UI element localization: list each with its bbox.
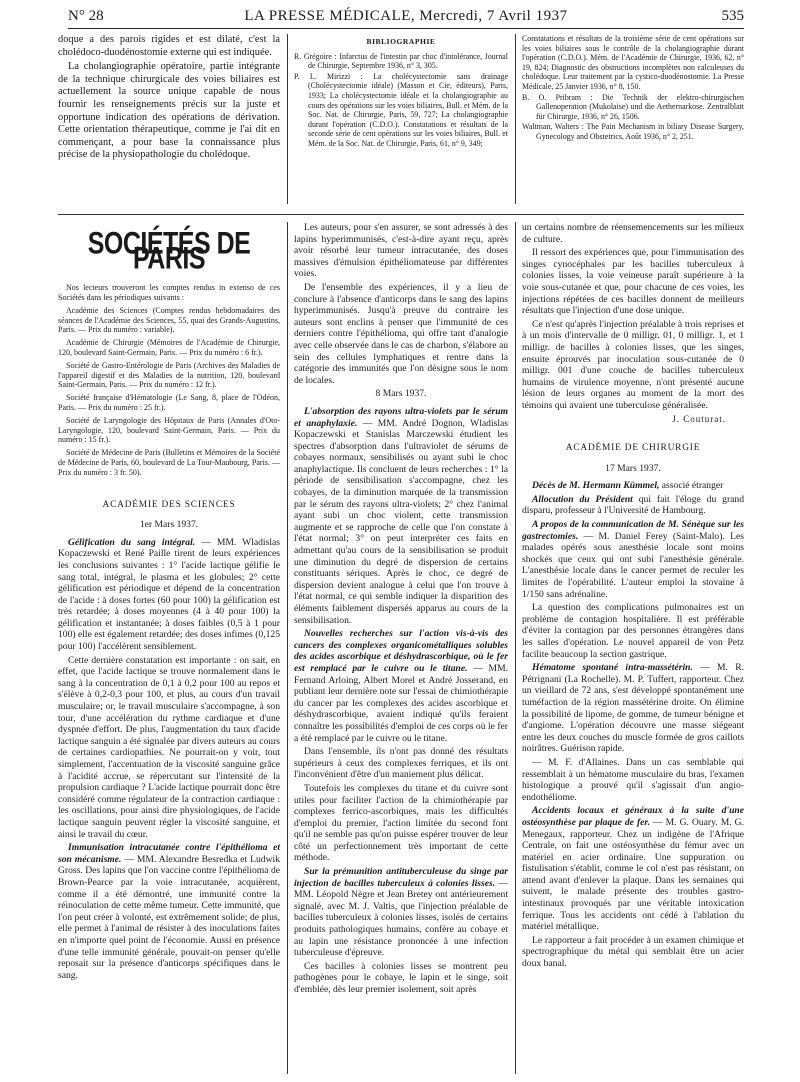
paragraph: — MM. Léopold Nègre et Jean Bretey ont antérieurement signalé, avec M. J. Valtis, que l'injection préalable de bacilles tuberculeux à colonies lisses, isolés de certains produits pathologiques humains, confère au cobaye et au lapin une résistance prononcée à une infection tuberculeuse d'épreuve. bbox=[294, 877, 508, 959]
page-header bbox=[68, 6, 744, 29]
body-column-3 bbox=[522, 222, 744, 972]
paragraph: Ce n'est qu'après l'injection préalable à trois reprises et à un mois d'intervalle de 0 milligr. 01, 0 milligr. 1, et 1 milligr. de bacilles à colonies lisses, que les singes, ensuite éprouvés par inoculation sous-cutanée de 0 milligr. 001 d'une couche de bacilles tuberculeux humains de virulence moyenne, n'ont présenté aucune lésion de leurs organes au moment de la mort des témoins qui avaient une tuberculose généralisée. bbox=[522, 318, 744, 411]
body-column-2 bbox=[294, 222, 508, 998]
top-column-2 bbox=[294, 34, 508, 150]
paragraph: — MM. André Dognon, Wladislas Kopaczewski et Stanislas Marczewski étudient les spectres d'absorption dans l'ultraviolet de sérums de cobayes normaux, sensibilisés ou ayant subi le choc anaphylactique. Ils concluent de leurs recherches : 1° la période de sensibilisation s'accompagne, chez les cobayes, de la diminution marquée de la transmission par le sérum des rayons ultra-violets; 2° chez l'animal ayant subi un choc violent, cette transmission augmente et se rapproche de celle que l'on constate à l'état normal; 3° on peut interpréter ces faits en admettant qu'au cours de la sensibilisation se produit une diminution du degré de dispersion de certains constituants sériques. Après le choc, ce degré de dispersion devient analogue à celui que l'on trouve à l'état normal, ce qui semble indiquer la disparition des éléments faiblement dispersés apparus au cours de la sensibilisation. bbox=[294, 417, 508, 626]
column-divider bbox=[287, 34, 288, 204]
paragraph: — MM. Fernand Arloing, Albert Morel et André Josserand, en publiant leur dernière note sur l'essai de chimiothérapie du cancer par les complexes des acides ascorbique et déshydrascorbique, avaient indiqué qu'ils feraient connaître les possibilités d'emploi de ces corps où le fer a été remplacé par le cuivre ou le titane. bbox=[294, 662, 509, 744]
bibliography-entry: Waltman, Walters : The Pain Mechanism in biliary Disease Surgery, Gynecology and Obstetrics, Août 1936, n° 2, 251. bbox=[522, 122, 744, 141]
paragraph: — M. G. Ouary. M. G. Menegaux, rapporteur. Chez un indigène de l'Afrique Centrale, on fait une ostéosynthèse du fémur avec un matériel en acier ordinaire. Une suppuration ou fistulisation s'établit, comme le col n'est pas résistant, on attend avant d'enlever la plaque. Dans les semaines qui suivent, le malade présente des troubles gastro-intestinaux provoqués par une véritable intoxication ferrique. Tous les accidents ont cédé à l'ablation du matériel métallique. bbox=[522, 816, 744, 933]
paragraph: — M. R. Pétrignani (La Rochelle). M. P. Tuffert, rapporteur. Chez un vieillard de 72 ans, s'est développé spontanément une tuméfaction de la région massétérine droite. On élimine la possibilité de lipome, de gomme, de tumeur bénigne et d'angiome. L'opération découvre une masse siégeant entre les deux couches du muscle formée de gros caillots noirâtres. Guérison rapide. bbox=[522, 662, 744, 755]
body-column-1 bbox=[58, 222, 280, 983]
column-divider bbox=[515, 34, 516, 204]
communication-title: Gélification du sang intégral. bbox=[68, 536, 196, 548]
column-divider bbox=[515, 222, 516, 1074]
notice-item: Société française d'Hématologie (Le Sang, 8, place de l'Odéon, Paris. — Prix du numéro : 25 fr.). bbox=[58, 393, 280, 412]
session-date: 1er Mars 1937. bbox=[139, 519, 199, 531]
paragraph: Il ressort des expériences que, pour l'immunisation des singes cynocéphales par les bacilles tuberculeux à colonies lisses, la voie veineuse paraît supérieure à la voie sous-cutanée et que, pour chacune de ces voies, les injections répétées de ces bacilles donnent de meilleurs résultats que l'injection d'une dose unique. bbox=[522, 247, 744, 317]
notice-item: Académie de Chirurgie (Mémoires de l'Académie de Chirurgie, 120, boulevard Saint-Germain, Paris. — Prix du numéro : 6 fr.). bbox=[58, 338, 280, 357]
paragraph: — M. Daniel Ferey (Saint-Malo). Les malades opérés sous anesthésie locale sont moins shockés que ceux qui ont subi l'anesthésie générale. L'anesthésie locale dans le cancer permet de reculer les limites de l'opérabilité. L'auteur emploi la stovaïne à 1/150 sans adrénaline. bbox=[522, 530, 744, 600]
paragraph: Toutefois les complexes du titane et du cuivre sont utiles pour faciliter l'action de la chimiothérapie par complexes ferrico-ascorbiques, mais les difficultés d'emploi du premier, l'action limitée du second font qu'il ne semble pas qu'on puisse espérer trouver de leur côté un perfectionnement très important de cette méthode. bbox=[294, 782, 508, 864]
column-divider bbox=[287, 222, 288, 1074]
paragraph: Les auteurs, pour s'en assurer, se sont adressés à des lapins hyperimmunisés, c'est-à-dire ayant reçu, après avoir résorbé leur tumeur intracutanée, des doses massives d'émulsion épithéliomateuse par différentes voies. bbox=[294, 222, 508, 280]
communication-title: Allocution du Président bbox=[532, 493, 633, 505]
notice-intro: Nos lecteurs trouveront les comptes rendus in extenso de ces Sociétés dans les périodiques suivants : bbox=[58, 283, 280, 302]
notice-item: Société de Gastro-Entérologie de Paris (Archives des Maladies de l'appareil digestif et des Maladies de la nutrition, 120, boulevard Saint-Germain, Paris. — Prix du numéro : 12 fr.). bbox=[58, 360, 280, 390]
communication-title: Hématome spontané intra-massétérin. bbox=[532, 662, 693, 674]
paragraph: — MM. Alexandre Besredka et Ludwik Gross. Des lapins que l'on vaccine contre l'épithélioma de Brown-Pearce par la voie intracutanée, acquièrent, comme il a été démontré, une immunité contre la réinoculation de cette même tumeur. Cette immunité, que l'on peut créer à volonté, est extrêmement solide; de plus, elle permet à l'animal de résister à des inoculations faites en n'importe quel point de l'économie. Aussi en présence d'une telle immunité générale, pouvait-on penser qu'elle reposait sur la présence d'anticorps spécifiques dans le sang. bbox=[58, 853, 280, 981]
paragraph: La question des complications pulmonaires est un problème de contagion hospitalière. Il est préférable d'éviter la contagion par des personnes étrangères dans les salles d'opération. Le nouvel appareil de von Petz facilite beaucoup la section gastrique. bbox=[522, 602, 744, 660]
paragraph: Dans l'ensemble, ils n'ont pas donné des résultats supérieurs à ceux des complexes ferriques, et ils ont l'inconvénient d'être d'un maniement plus délicat. bbox=[294, 746, 508, 781]
notice-item: Société de Médecine de Paris (Bulletins et Mémoires de la Société de Médecine de Paris, 60, boulevard de La Tour-Maubourg, Paris. — Prix du numéro : 3 fr. 50). bbox=[58, 448, 280, 477]
bibliography-heading: BIBLIOGRAPHIE bbox=[366, 37, 436, 46]
page-number: 535 bbox=[721, 8, 744, 24]
issue-number: N° 28 bbox=[68, 8, 104, 24]
section-title: SOCIÉTÉS DE PARIS bbox=[87, 225, 251, 276]
periodicals-notice bbox=[58, 283, 280, 477]
paragraph: De l'ensemble des expériences, il y a lieu de conclure à l'absence d'anticorps dans le sang des lapins hyperimmunisés. Jusqu'à preuve du contraire les auteurs sont enclins à penser que l'immunité de ces derniers contre l'épithélioma, qui offre tant d'analogie avec celle observée dans le cas de charbon, s'élabore au sein des cellules lymphatiques et rentre dans la catégorie des immunités que l'on désigne sous le nom de locales. bbox=[294, 281, 508, 386]
bibliography-entry: B. O. Pribram : Die Technik der elektro-chirurgischen Gallenoperation (Mukolaise) und die Aethernarkose. Zentralblatt für Chirurgie, 1936, n° 26, 1506. bbox=[522, 92, 744, 121]
paragraph: associé étranger bbox=[661, 480, 724, 492]
academy-sciences-heading: ACADÉMIE DES SCIENCES bbox=[102, 499, 236, 510]
paragraph: La cholangiographie opératoire, partie intégrante de la technique chirurgicale des voies biliaires est actuellement la source unique capable de nous fournir les renseignements précis sur la juste et opportune indication des opérations de dérivation. Cette orientation thérapeutique, comme je l'ai dit en commençant, a pour base la connaissance plus précise de la physiopathologie du cholédoque. bbox=[58, 61, 280, 161]
top-column-1 bbox=[58, 34, 280, 164]
academy-surgery-heading: ACADÉMIE DE CHIRURGIE bbox=[565, 443, 701, 454]
paragraph: Ces bacilles à colonies lisses se montrent peu pathogènes pour le cobaye, le lapin et le singe, soit d'emblée, dès leur premier isolement, soit après bbox=[294, 960, 508, 995]
bibliography-entry: Constatations et résultats de la troisième série de cent opérations sur les voies biliaires sous le contrôle de la cholangiographie durant l'opération (C.D.O.). Mém. de l'Académie de Chirurgie, 1936, 62, n° 19, 824; Diagnostic des obstructions incomplètes non calculeuses du cholédoque. Leur traitement par la cystico-duodénostomie. La Presse Médicale, 25 Janvier 1936, n° 8, 150. bbox=[522, 34, 744, 91]
communication-title: L'absorption des rayons ultra-violets par le sérum et anaphylaxie. bbox=[294, 405, 508, 429]
bibliography-entry: P. L. Mirizzi : La cholécystectomie sans drainage (Cholécystectomie idéale) (Masson et Cie, éditeurs), Paris, 1933; La cholécystectomie idéale et la cholangiographie au cours des opérations sur les voies biliaires, Bull. et Mém. de la Soc. Nat. de Chirurgie, Paris, 59, 727; La cholangiographie durant l'opération (C.D.O.). Constatations et résultats de la seconde série de cent opérations sur les voies biliaires, Bull. et Mém. de la Soc. Nat. de Chirurgie, Paris, 61, n° 9, 349; bbox=[294, 71, 508, 148]
paragraph: qui fait l'éloge du grand disparu, professeur à l'Université de Hambourg. bbox=[522, 493, 744, 517]
paragraph: — M. F. d'Allaines. Dans un cas semblable qui ressemblait à un hématome musculaire du bras, l'examen histologique a prouvé qu'il s'agissait d'un angio-endothéliome. bbox=[522, 756, 744, 803]
session-date: 8 Mars 1937. bbox=[375, 388, 427, 400]
session-date: 17 Mars 1937. bbox=[605, 462, 661, 474]
journal-title: LA PRESSE MÉDICALE, Mercredi, 7 Avril 1937 bbox=[244, 8, 568, 24]
paragraph: — MM. Wladislas Kopaczewski et René Paille tirent de leurs expériences les conclusions suivantes : 1° l'acide lactique gélifie le sang total, intégral, le plasma et les globules; 2° cette gélification est périodique et dépend de la concentration de l'acide : à doses fortes (60 pour 100) la gélification est très retardée; à doses moyennes (4 à 40 pour 100) la gélification et instantanée; à doses faibles (0,5 à 1 pour 100) elle est également retardée; des doses infimes (0,125 pour 100) l'accélèrent sensiblement. bbox=[58, 536, 280, 653]
communication-title: Immunisation intracutanée contre l'épithélioma et son mécanisme. bbox=[58, 842, 280, 865]
communication-title: A propos de la communication de M. Sénèque sur les gastrectomies. bbox=[522, 519, 744, 542]
communication-title: Accidents locaux et généraux à la suite d'une ostéosynthèse par plaque de fer. bbox=[522, 805, 744, 828]
notice-item: Société de Laryngologie des Hôpitaux de Paris (Annales d'Oto-Laryngologie, 120, boulevard Saint-Germain, Paris. — Prix du numéro : 15 fr.). bbox=[58, 415, 280, 445]
communication-title: Décès de M. Hermann Kümmel, bbox=[532, 480, 660, 492]
bibliography-entry: R. Grégoire : Infarctus de l'intestin par choc d'intolérance, Journal de Chirurgie, Septembre 1936, n° 3, 305. bbox=[294, 51, 508, 71]
paragraph: Cette dernière constatation est importante : on sait, en effet, que l'acide lactique se trouve normalement dans le sang à la concentration de 0,1 à 0,2 pour 100 au repos et s'élève à 0,2-0,3 pour 100, et plus, au cours d'un travail musculaire; or, le travail musculaire s'accompagne, à son tour, d'une accélération du rythme cardiaque et d'une dyspnée d'effort. De plus, l'augmentation du taux d'acide lactique sanguin a été signalée par divers auteurs au cours de certaines cardiopathies. Ne pourrait-on y voir, tout simplement, l'accentuation de la viscosité sanguine grâce à l'acidité accrue, se répercutant sur l'intensité de la propulsion cardiaque ? L'acide lactique pourrait donc être considéré comme régulateur de la contraction cardiaque : les oscillations, pour ainsi dire physiologiques, de l'acide lactique sanguin peuvent régler la viscosité sanguine, et ainsi le travail du cœur. bbox=[58, 654, 280, 840]
communication-title: Sur la prémunition antituberculeuse du singe par injection de bacilles tuberculeux à colonies lisses. bbox=[294, 866, 508, 889]
paragraph: doque a des parois rigides et est dilaté, c'est la cholédoco-duodénostomie externe qui est indiquée. bbox=[58, 34, 280, 58]
communication-title: Nouvelles recherches sur l'action vis-à-vis des cancers des complexes organicométalliques solubles des acides ascorbique et déshydrascorbique, où le fer est remplacé par le cuivre ou le titane. bbox=[294, 628, 508, 674]
paragraph: Le rapporteur a fait procéder à un examen chimique et spectrographique du métal qui semblait être un acier doux banal. bbox=[522, 934, 744, 970]
top-column-3 bbox=[522, 34, 744, 143]
notice-item: Académie des Sciences (Comptes rendus hebdomadaires des séances de l'Académie des Sciences, 55, quai des Grands-Augustins, Paris. — Prix du numéro : variable). bbox=[58, 305, 280, 335]
author-signature: J. Couturat. bbox=[672, 413, 726, 424]
paragraph: un certains nombre de réensemencements sur les milieux de culture. bbox=[522, 222, 744, 245]
section-rule bbox=[58, 214, 744, 215]
